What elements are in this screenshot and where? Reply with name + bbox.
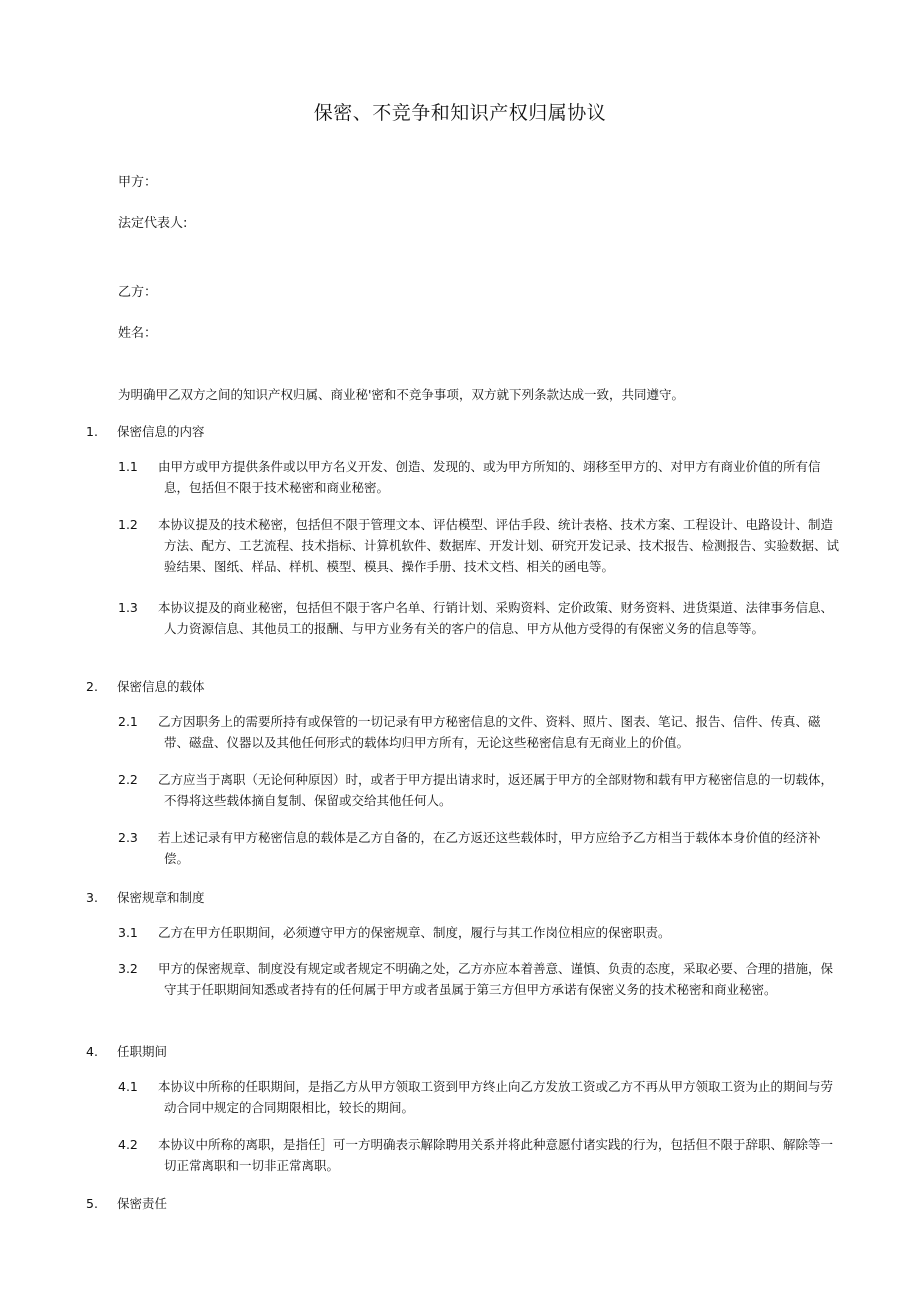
section-title: 任职期间 bbox=[117, 1044, 168, 1059]
clause-number: 1.2 bbox=[118, 517, 138, 532]
section-number: 4. bbox=[86, 1044, 98, 1059]
clause-number: 2.3 bbox=[118, 830, 138, 845]
party-a-label: 甲方： bbox=[118, 175, 158, 190]
intro-paragraph: 为明确甲乙双方之间的知识产权归属、商业秘'密和不竞争事项，双方就下列条款达成一致，共同遵守。 bbox=[118, 387, 684, 402]
clause bbox=[118, 958, 844, 1000]
clause-number: 3.1 bbox=[118, 925, 138, 940]
section-heading bbox=[86, 422, 205, 440]
section-number: 2. bbox=[86, 679, 98, 694]
clause-text: 乙方因职务上的需要所持有或保管的一切记录有甲方秘密信息的文件、资料、照片、图表、笔记、报告、信件、传真、磁带、磁盘、仪器以及其他任何形式的载体均归甲方所有，无论这些秘密信息有无商业上的价值。 bbox=[158, 714, 821, 750]
clause-number: 4.1 bbox=[118, 1079, 138, 1094]
clause-text: 本协议提及的商业秘密，包括但不限于客户名单、行销计划、采购资料、定价政策、财务资料、进货渠道、法律事务信息、人力资源信息、其他员工的报酬、与甲方业务有关的客户的信息、甲方从他方受得的有保密义务的信息等等。 bbox=[158, 600, 834, 636]
section-heading bbox=[86, 1042, 167, 1060]
section-heading bbox=[86, 888, 205, 906]
clause-text: 若上述记录有甲方秘密信息的载体是乙方自备的，在乙方返还这些载体时，甲方应给予乙方相当于载体本身价值的经济补偿。 bbox=[158, 830, 821, 866]
clause-number: 1.1 bbox=[118, 459, 138, 474]
clause-number: 3.2 bbox=[118, 961, 138, 976]
section-heading bbox=[86, 1194, 167, 1212]
clause-text: 乙方应当于离职（无论何种原因）时，或者于甲方提出请求时，返还属于甲方的全部财物和载有甲方秘密信息的一切载体，不得将这些载体摘自复制、保留或交给其他任何人。 bbox=[158, 772, 834, 808]
clause-number: 1.3 bbox=[118, 600, 138, 615]
clause bbox=[118, 1076, 844, 1118]
section-title: 保密信息的载体 bbox=[117, 679, 205, 694]
clause-number: 4.2 bbox=[118, 1137, 138, 1152]
party-b-label: 乙方： bbox=[118, 285, 158, 300]
section-number: 3. bbox=[86, 890, 98, 905]
clause-text: 甲方的保密规章、制度没有规定或者规定不明确之处，乙方亦应本着善意、谨慎、负责的态度，采取必要、合理的措施，保守其于任职期间知悉或者持有的任何属于甲方或者虽属于第三方但甲方承诺有保密义务的技术秘密和商业秘密。 bbox=[158, 961, 834, 997]
section-number: 5. bbox=[86, 1196, 98, 1211]
clause bbox=[118, 769, 844, 811]
clause-number: 2.2 bbox=[118, 772, 138, 787]
clause bbox=[118, 922, 844, 943]
section-heading bbox=[86, 677, 205, 695]
section-title: 保密责任 bbox=[117, 1196, 168, 1211]
clause-text: 乙方在甲方任职期间，必须遵守甲方的保密规章、制度，履行与其工作岗位相应的保密职责。 bbox=[158, 925, 671, 940]
clause-text: 本协议提及的技术秘密，包括但不限于管理文本、评估模型、评估手段、统计表格、技术方案、工程设计、电路设计、制造方法、配方、工艺流程、技术指标、计算机软件、数据库、开发计划、研究开发记录、技术报告、检测报告、实验数据、试验结果、图纸、样品、样机、模型、模具、操作手册、技术文档、相关的函电等。 bbox=[158, 517, 840, 574]
clause bbox=[118, 1134, 844, 1176]
section-title: 保密规章和制度 bbox=[117, 890, 205, 905]
clause bbox=[118, 827, 844, 869]
clause bbox=[118, 711, 844, 753]
clause-text: 本协议中所称的离职，是指任］可一方明确表示解除聘用关系并将此种意愿付诸实践的行为，包括但不限于辞职、解除等一切正常离职和一切非正常离职。 bbox=[158, 1137, 834, 1173]
clause bbox=[118, 597, 844, 639]
name-label: 姓名： bbox=[118, 326, 158, 341]
section-number: 1. bbox=[86, 424, 98, 439]
clause-number: 2.1 bbox=[118, 714, 138, 729]
legal-representative-label: 法定代表人: bbox=[118, 216, 188, 231]
section-title: 保密信息的内容 bbox=[117, 424, 205, 439]
clause bbox=[118, 514, 844, 577]
clause-text: 本协议中所称的任职期间，是指乙方从甲方领取工资到甲方终止向乙方发放工资或乙方不再从甲方领取工资为止的期间与劳动合同中规定的合同期限相比，较长的期间。 bbox=[158, 1079, 834, 1115]
clause-text: 由甲方或甲方提供条件或以甲方名义开发、创造、发现的、或为甲方所知的、翊移至甲方的、对甲方有商业价值的所有信息，包括但不限于技术秘密和商业秘密。 bbox=[158, 459, 821, 495]
document-title: 保密、不竞争和知识产权归属协议 bbox=[313, 102, 607, 124]
clause bbox=[118, 456, 844, 498]
